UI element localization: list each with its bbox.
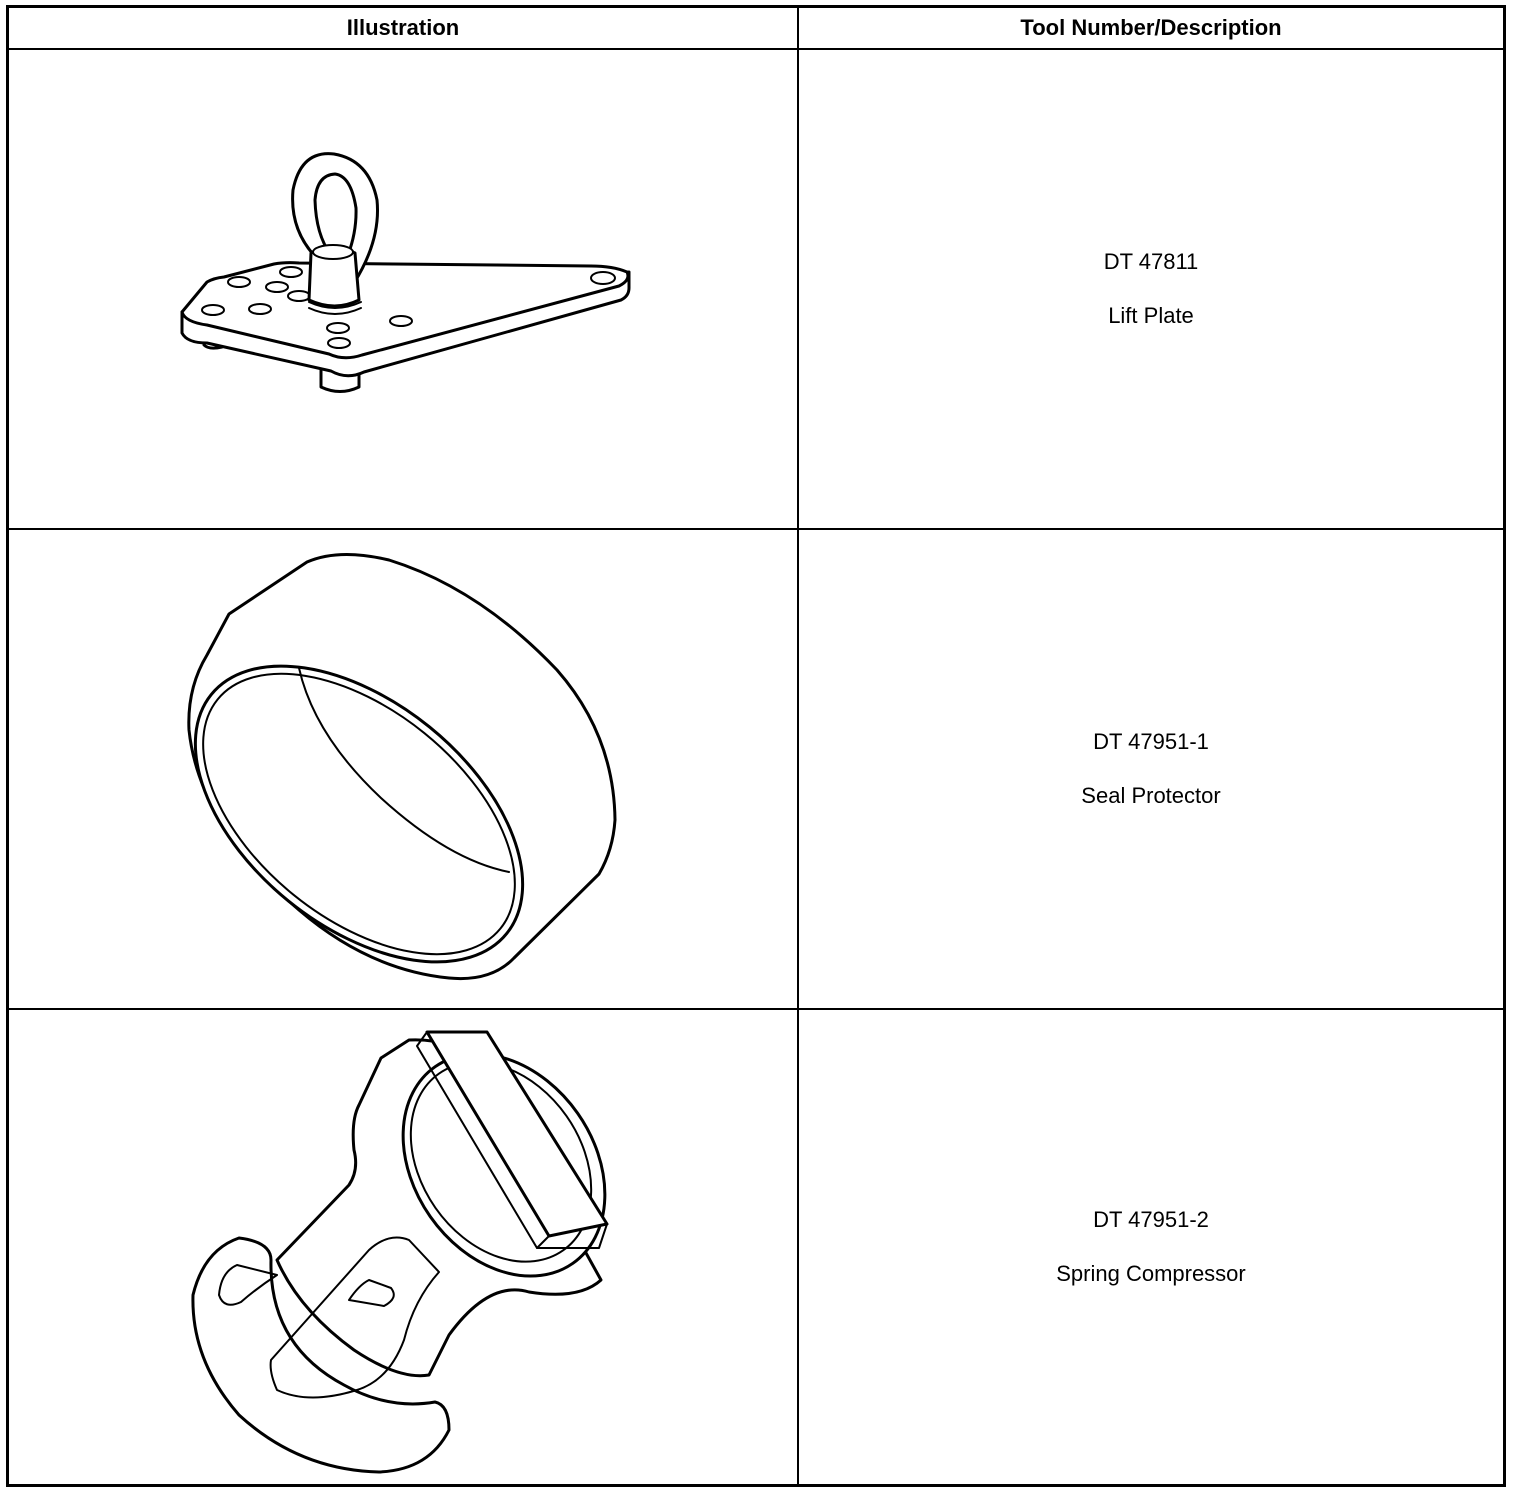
tool-name: Lift Plate (1108, 303, 1194, 328)
seal-protector-illustration (9, 530, 797, 1008)
spring-compressor-illustration (9, 1010, 797, 1484)
table-header (9, 8, 1503, 50)
tool-number: DT 47951-2 (1093, 1207, 1209, 1232)
tools-table (6, 5, 1506, 1487)
header-tool-description: Tool Number/Description (1020, 15, 1282, 40)
tool-name: Spring Compressor (1056, 1261, 1246, 1286)
table-row (9, 50, 1503, 530)
tool-number: DT 47811 (1103, 249, 1199, 274)
tool-description (799, 1010, 1503, 1484)
table-row (9, 530, 1503, 1010)
table-row (9, 1010, 1503, 1484)
tool-description (799, 530, 1503, 1008)
tool-number: DT 47951-1 (1093, 729, 1209, 754)
tool-description (799, 50, 1503, 528)
lift-plate-icon (9, 50, 797, 528)
lift-plate-illustration (9, 50, 797, 528)
seal-protector-icon (9, 530, 797, 1008)
header-illustration: Illustration (346, 15, 460, 40)
tool-name: Seal Protector (1081, 783, 1221, 808)
spring-compressor-icon (9, 1010, 797, 1484)
